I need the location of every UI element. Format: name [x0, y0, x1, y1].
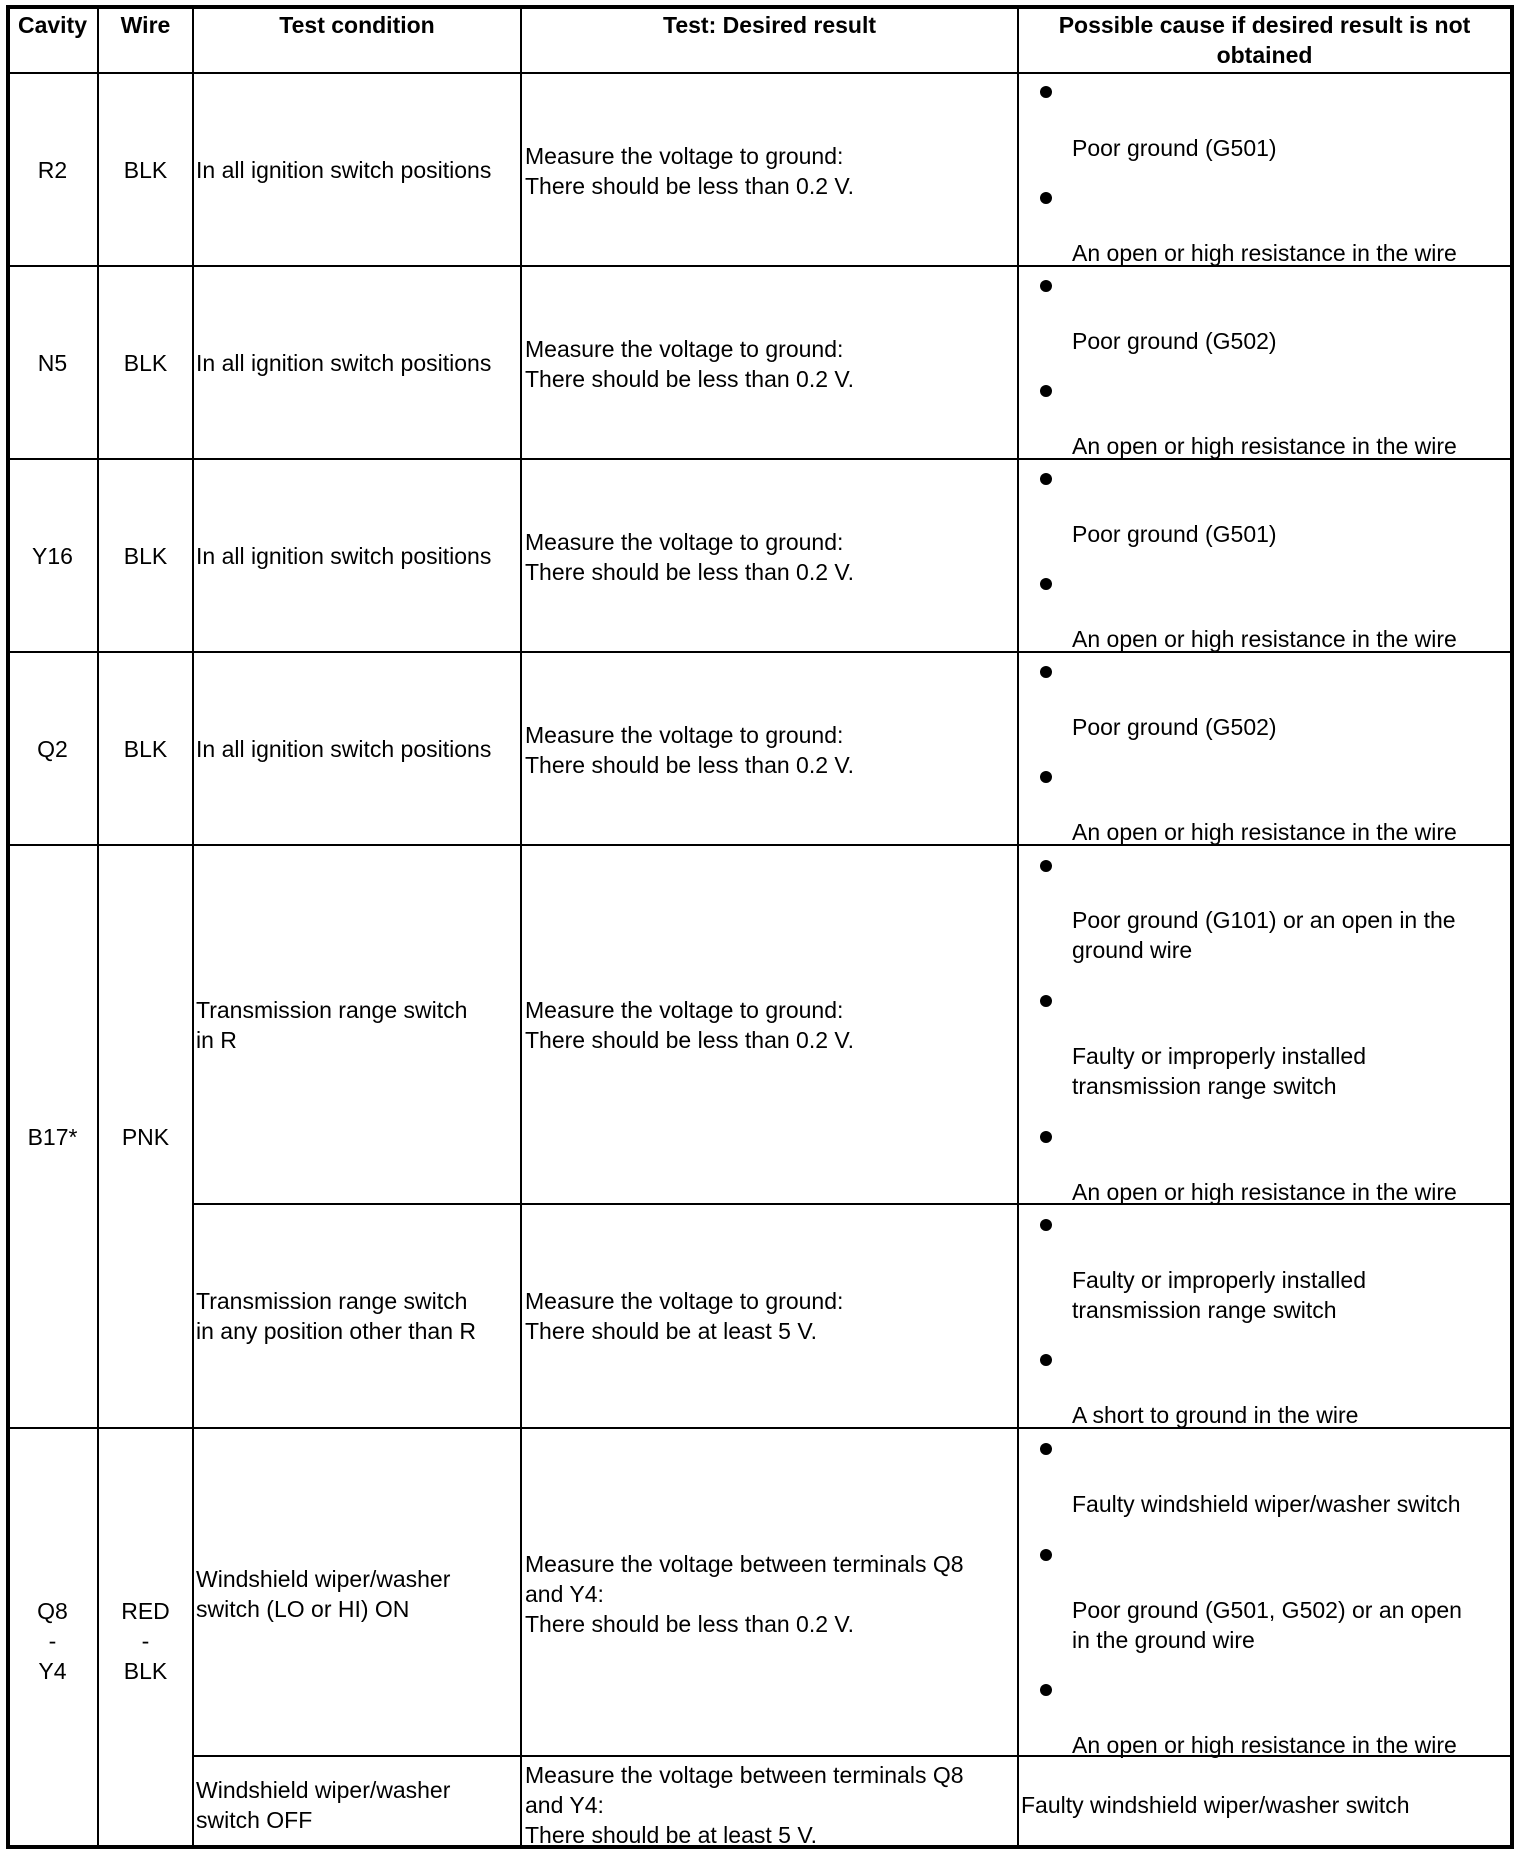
condition-line: in any position other than R	[196, 1318, 477, 1344]
cause-item: Poor ground (G501)	[1072, 521, 1277, 547]
bullet-icon	[1040, 860, 1052, 872]
col-divider	[97, 5, 99, 1847]
cavity-cell: Y4	[38, 1658, 67, 1684]
cause-item: An open or high resistance in the wire	[1072, 433, 1457, 459]
header-desired-result: Test: Desired result	[662, 12, 877, 38]
cavity-cell: -	[48, 1628, 57, 1654]
result-line: Measure the voltage between terminals Q8	[525, 1551, 964, 1577]
condition-line: in R	[196, 1027, 237, 1053]
condition-cell: In all ignition switch positions	[196, 736, 492, 762]
condition-line: switch (LO or HI) ON	[196, 1596, 410, 1622]
cause-item: Poor ground (G502)	[1072, 328, 1277, 354]
cavity-cell: N5	[37, 350, 68, 376]
bullet-icon	[1040, 385, 1052, 397]
result-line: Measure the voltage to ground:	[525, 1288, 844, 1314]
cause-item-cont: transmission range switch	[1072, 1073, 1337, 1099]
cavity-cell: Q8	[37, 1598, 68, 1624]
col-divider	[192, 5, 194, 1847]
cause-item: An open or high resistance in the wire	[1072, 1179, 1457, 1205]
cause-item: Poor ground (G101) or an open in the	[1072, 907, 1456, 933]
bullet-icon	[1040, 995, 1052, 1007]
header-possible-cause-cont: obtained	[1216, 42, 1313, 68]
cause-item: Poor ground (G501)	[1072, 135, 1277, 161]
bullet-icon	[1040, 1549, 1052, 1561]
col-divider	[520, 5, 522, 1847]
table-border-left	[6, 5, 10, 1849]
cause-item: An open or high resistance in the wire	[1072, 240, 1457, 266]
cause-item: An open or high resistance in the wire	[1072, 1732, 1457, 1758]
wire-cell: PNK	[121, 1124, 170, 1150]
bullet-icon	[1040, 771, 1052, 783]
condition-line: Transmission range switch	[196, 997, 468, 1023]
bullet-icon	[1040, 666, 1052, 678]
header-cavity: Cavity	[17, 12, 88, 38]
cavity-cell: B17*	[27, 1124, 78, 1150]
bullet-icon	[1040, 1219, 1052, 1231]
result-line: Measure the voltage to ground:	[525, 143, 844, 169]
cause-item: A short to ground in the wire	[1072, 1402, 1359, 1428]
result-line: and Y4:	[525, 1792, 604, 1818]
bullet-icon	[1040, 473, 1052, 485]
col-divider	[1017, 5, 1019, 1847]
wire-cell: -	[141, 1628, 150, 1654]
cause-item: Faulty or improperly installed	[1072, 1267, 1367, 1293]
cavity-cell: Q2	[37, 736, 68, 762]
bullet-icon	[1040, 1443, 1052, 1455]
bullet-icon	[1040, 578, 1052, 590]
cause-item: Poor ground (G502)	[1072, 714, 1277, 740]
condition-line: switch OFF	[196, 1807, 313, 1833]
result-line: and Y4:	[525, 1581, 604, 1607]
wire-cell: BLK	[123, 1658, 168, 1684]
result-line: Measure the voltage between terminals Q8	[525, 1762, 964, 1788]
result-line: There should be less than 0.2 V.	[525, 752, 855, 778]
result-line: Measure the voltage to ground:	[525, 722, 844, 748]
condition-line: Transmission range switch	[196, 1288, 468, 1314]
bullet-icon	[1040, 280, 1052, 292]
result-line: There should be at least 5 V.	[525, 1318, 817, 1344]
condition-line: Windshield wiper/washer	[196, 1777, 451, 1803]
wire-cell: BLK	[123, 350, 168, 376]
cause-item-cont: transmission range switch	[1072, 1297, 1337, 1323]
cause-item: An open or high resistance in the wire	[1072, 819, 1457, 845]
header-possible-cause: Possible cause if desired result is not	[1058, 12, 1471, 38]
table-border-right	[1510, 5, 1514, 1849]
condition-cell: In all ignition switch positions	[196, 350, 492, 376]
result-line: Measure the voltage to ground:	[525, 529, 844, 555]
row-divider	[6, 72, 1514, 74]
result-line: There should be less than 0.2 V.	[525, 366, 855, 392]
result-line: Measure the voltage to ground:	[525, 997, 844, 1023]
cavity-cell: Y16	[32, 543, 73, 569]
bullet-icon	[1040, 192, 1052, 204]
wire-cell: RED	[121, 1598, 170, 1624]
result-line: Measure the voltage to ground:	[525, 336, 844, 362]
header-wire: Wire	[120, 12, 171, 38]
result-line: There should be less than 0.2 V.	[525, 1611, 855, 1637]
condition-cell: In all ignition switch positions	[196, 543, 492, 569]
result-line: There should be less than 0.2 V.	[525, 559, 855, 585]
condition-line: Windshield wiper/washer	[196, 1566, 451, 1592]
result-line: There should be less than 0.2 V.	[525, 1027, 855, 1053]
wire-cell: BLK	[123, 157, 168, 183]
bullet-icon	[1040, 1131, 1052, 1143]
wire-cell: BLK	[123, 736, 168, 762]
cause-item: Faulty windshield wiper/washer switch	[1021, 1792, 1410, 1818]
bullet-icon	[1040, 1684, 1052, 1696]
cause-item: An open or high resistance in the wire	[1072, 626, 1457, 652]
condition-cell: In all ignition switch positions	[196, 157, 492, 183]
wire-cell: BLK	[123, 543, 168, 569]
cause-item: Faulty or improperly installed	[1072, 1043, 1367, 1069]
cause-item-cont: in the ground wire	[1072, 1627, 1255, 1653]
result-line: There should be less than 0.2 V.	[525, 173, 855, 199]
bullet-icon	[1040, 86, 1052, 98]
bullet-icon	[1040, 1354, 1052, 1366]
cavity-cell: R2	[37, 157, 68, 183]
cause-item: Faulty windshield wiper/washer switch	[1072, 1491, 1461, 1517]
table-border-top	[6, 5, 1514, 9]
cause-item: Poor ground (G501, G502) or an open	[1072, 1597, 1462, 1623]
header-test-condition: Test condition	[279, 12, 435, 38]
result-line: There should be at least 5 V.	[525, 1822, 817, 1848]
cause-item-cont: ground wire	[1072, 937, 1193, 963]
